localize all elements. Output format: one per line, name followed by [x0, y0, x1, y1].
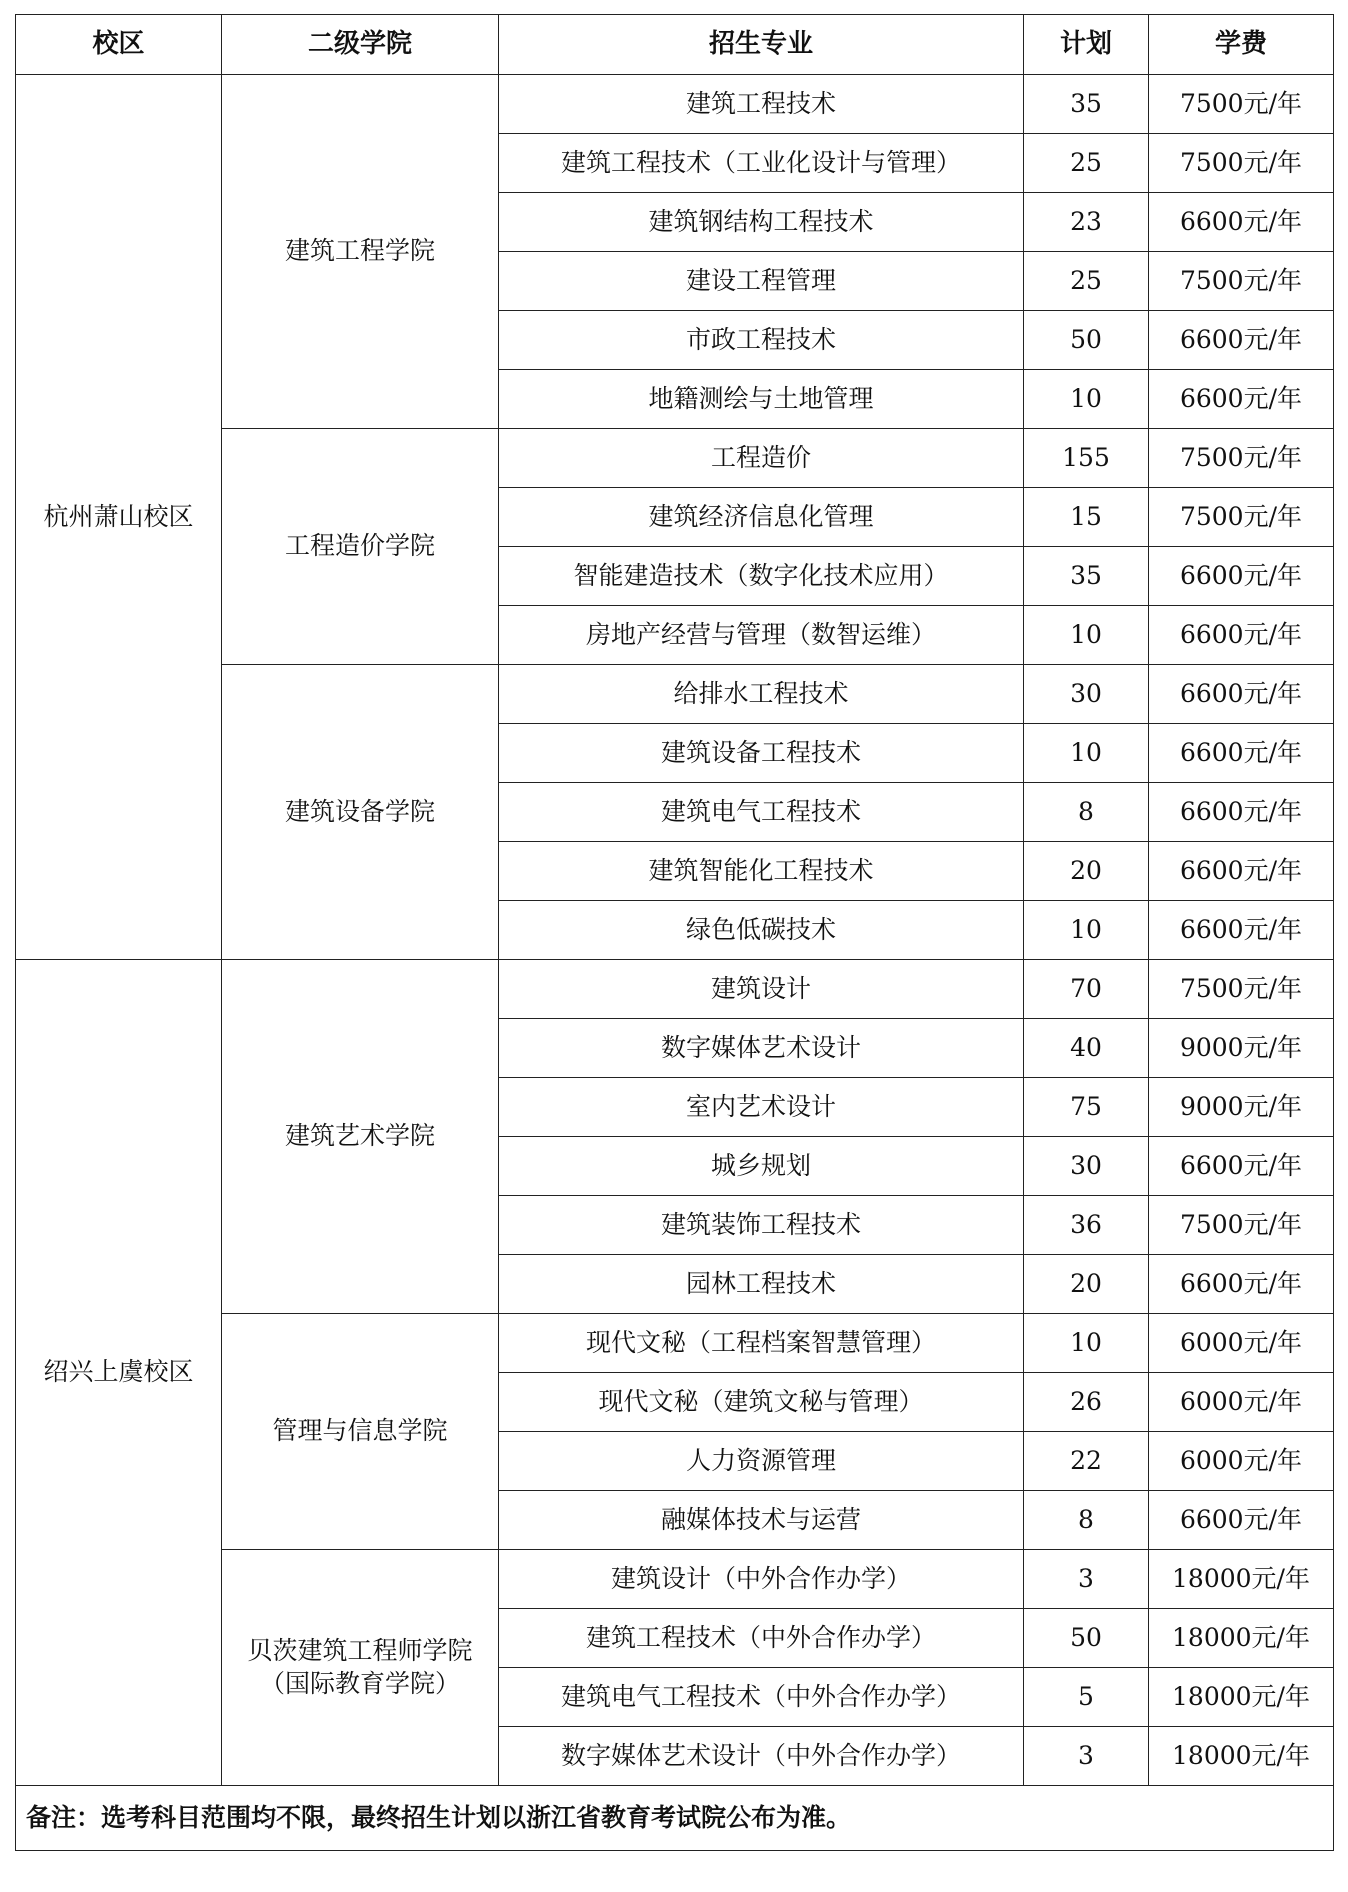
college-name-line: 贝茨建筑工程师学院 — [247, 1636, 473, 1665]
major-cell: 现代文秘（建筑文秘与管理） — [499, 1373, 1024, 1432]
fee-cell: 6000元/年 — [1149, 1373, 1334, 1432]
fee-cell: 7500元/年 — [1149, 134, 1334, 193]
plan-cell: 10 — [1024, 901, 1149, 960]
fee-cell: 7500元/年 — [1149, 488, 1334, 547]
plan-cell: 3 — [1024, 1550, 1149, 1609]
plan-cell: 10 — [1024, 370, 1149, 429]
major-cell: 房地产经营与管理（数智运维） — [499, 606, 1024, 665]
major-cell: 建筑钢结构工程技术 — [499, 193, 1024, 252]
college-name-line: 建筑工程学院 — [284, 236, 435, 266]
fee-cell: 18000元/年 — [1149, 1727, 1334, 1786]
plan-cell: 25 — [1024, 134, 1149, 193]
plan-cell: 155 — [1024, 429, 1149, 488]
plan-cell: 8 — [1024, 1491, 1149, 1550]
plan-cell: 70 — [1024, 960, 1149, 1019]
plan-cell: 10 — [1024, 724, 1149, 783]
fee-cell: 6600元/年 — [1149, 724, 1334, 783]
fee-cell: 6000元/年 — [1149, 1314, 1334, 1373]
header-college: 二级学院 — [222, 15, 499, 75]
college-cell — [222, 1314, 499, 1550]
plan-cell: 50 — [1024, 311, 1149, 370]
major-cell: 建筑装饰工程技术 — [499, 1196, 1024, 1255]
fee-cell: 6600元/年 — [1149, 370, 1334, 429]
fee-cell: 6600元/年 — [1149, 1491, 1334, 1550]
college-cell — [222, 1550, 499, 1786]
major-cell: 融媒体技术与运营 — [499, 1491, 1024, 1550]
note-text: 备注：选考科目范围均不限，最终招生计划以浙江省教育考试院公布为准。 — [16, 1786, 1334, 1851]
major-cell: 给排水工程技术 — [499, 665, 1024, 724]
table-header-row — [16, 15, 1334, 75]
major-cell: 现代文秘（工程档案智慧管理） — [499, 1314, 1024, 1373]
fee-cell: 7500元/年 — [1149, 1196, 1334, 1255]
plan-cell: 10 — [1024, 1314, 1149, 1373]
major-cell: 智能建造技术（数字化技术应用） — [499, 547, 1024, 606]
plan-cell: 40 — [1024, 1019, 1149, 1078]
fee-cell: 6600元/年 — [1149, 842, 1334, 901]
plan-cell: 5 — [1024, 1668, 1149, 1727]
fee-cell: 9000元/年 — [1149, 1078, 1334, 1137]
major-cell: 城乡规划 — [499, 1137, 1024, 1196]
plan-cell: 35 — [1024, 75, 1149, 134]
college-name-line: （国际教育学院） — [259, 1668, 460, 1698]
enrollment-plan-document — [15, 14, 1333, 1851]
plan-cell: 50 — [1024, 1609, 1149, 1668]
header-fee: 学费 — [1149, 15, 1334, 75]
major-cell: 市政工程技术 — [499, 311, 1024, 370]
college-name-line: 建筑艺术学院 — [284, 1121, 435, 1151]
enrollment-table — [15, 14, 1334, 1851]
fee-cell: 7500元/年 — [1149, 252, 1334, 311]
college-cell — [222, 429, 499, 665]
table-row — [16, 75, 1334, 134]
fee-cell: 6600元/年 — [1149, 193, 1334, 252]
fee-cell: 7500元/年 — [1149, 429, 1334, 488]
major-cell: 数字媒体艺术设计 — [499, 1019, 1024, 1078]
plan-cell: 3 — [1024, 1727, 1149, 1786]
plan-cell: 36 — [1024, 1196, 1149, 1255]
major-cell: 建筑电气工程技术（中外合作办学） — [499, 1668, 1024, 1727]
plan-cell: 20 — [1024, 842, 1149, 901]
plan-cell: 20 — [1024, 1255, 1149, 1314]
college-cell — [222, 75, 499, 429]
note-row — [16, 1786, 1334, 1851]
major-cell: 建筑工程技术（中外合作办学） — [499, 1609, 1024, 1668]
plan-cell: 22 — [1024, 1432, 1149, 1491]
major-cell: 工程造价 — [499, 429, 1024, 488]
fee-cell: 7500元/年 — [1149, 75, 1334, 134]
fee-cell: 6600元/年 — [1149, 547, 1334, 606]
fee-cell: 9000元/年 — [1149, 1019, 1334, 1078]
plan-cell: 23 — [1024, 193, 1149, 252]
major-cell: 绿色低碳技术 — [499, 901, 1024, 960]
fee-cell: 6600元/年 — [1149, 665, 1334, 724]
fee-cell: 6600元/年 — [1149, 606, 1334, 665]
college-name-line: 建筑设备学院 — [284, 796, 435, 826]
major-cell: 室内艺术设计 — [499, 1078, 1024, 1137]
major-cell: 建筑智能化工程技术 — [499, 842, 1024, 901]
header-campus: 校区 — [16, 15, 222, 75]
plan-cell: 30 — [1024, 1137, 1149, 1196]
fee-cell: 6600元/年 — [1149, 783, 1334, 842]
college-cell — [222, 665, 499, 960]
major-cell: 人力资源管理 — [499, 1432, 1024, 1491]
fee-cell: 6600元/年 — [1149, 1255, 1334, 1314]
fee-cell: 6600元/年 — [1149, 901, 1334, 960]
major-cell: 园林工程技术 — [499, 1255, 1024, 1314]
fee-cell: 18000元/年 — [1149, 1550, 1334, 1609]
table-row — [16, 960, 1334, 1019]
college-name-line: 管理与信息学院 — [272, 1416, 448, 1446]
plan-cell: 35 — [1024, 547, 1149, 606]
major-cell: 建筑设备工程技术 — [499, 724, 1024, 783]
plan-cell: 25 — [1024, 252, 1149, 311]
major-cell: 建筑电气工程技术 — [499, 783, 1024, 842]
plan-cell: 8 — [1024, 783, 1149, 842]
college-name-line: 工程造价学院 — [284, 531, 435, 561]
plan-cell: 30 — [1024, 665, 1149, 724]
fee-cell: 6600元/年 — [1149, 1137, 1334, 1196]
major-cell: 地籍测绘与土地管理 — [499, 370, 1024, 429]
major-cell: 建筑设计 — [499, 960, 1024, 1019]
plan-cell: 15 — [1024, 488, 1149, 547]
major-cell: 建筑工程技术（工业化设计与管理） — [499, 134, 1024, 193]
major-cell: 建设工程管理 — [499, 252, 1024, 311]
major-cell: 建筑工程技术 — [499, 75, 1024, 134]
major-cell: 数字媒体艺术设计（中外合作办学） — [499, 1727, 1024, 1786]
fee-cell: 7500元/年 — [1149, 960, 1334, 1019]
fee-cell: 6600元/年 — [1149, 311, 1334, 370]
fee-cell: 18000元/年 — [1149, 1668, 1334, 1727]
plan-cell: 75 — [1024, 1078, 1149, 1137]
plan-cell: 10 — [1024, 606, 1149, 665]
fee-cell: 18000元/年 — [1149, 1609, 1334, 1668]
campus-cell: 杭州萧山校区 — [16, 75, 222, 960]
college-cell — [222, 960, 499, 1314]
fee-cell: 6000元/年 — [1149, 1432, 1334, 1491]
plan-cell: 26 — [1024, 1373, 1149, 1432]
header-major: 招生专业 — [499, 15, 1024, 75]
major-cell: 建筑经济信息化管理 — [499, 488, 1024, 547]
campus-cell: 绍兴上虞校区 — [16, 960, 222, 1786]
major-cell: 建筑设计（中外合作办学） — [499, 1550, 1024, 1609]
header-plan: 计划 — [1024, 15, 1149, 75]
